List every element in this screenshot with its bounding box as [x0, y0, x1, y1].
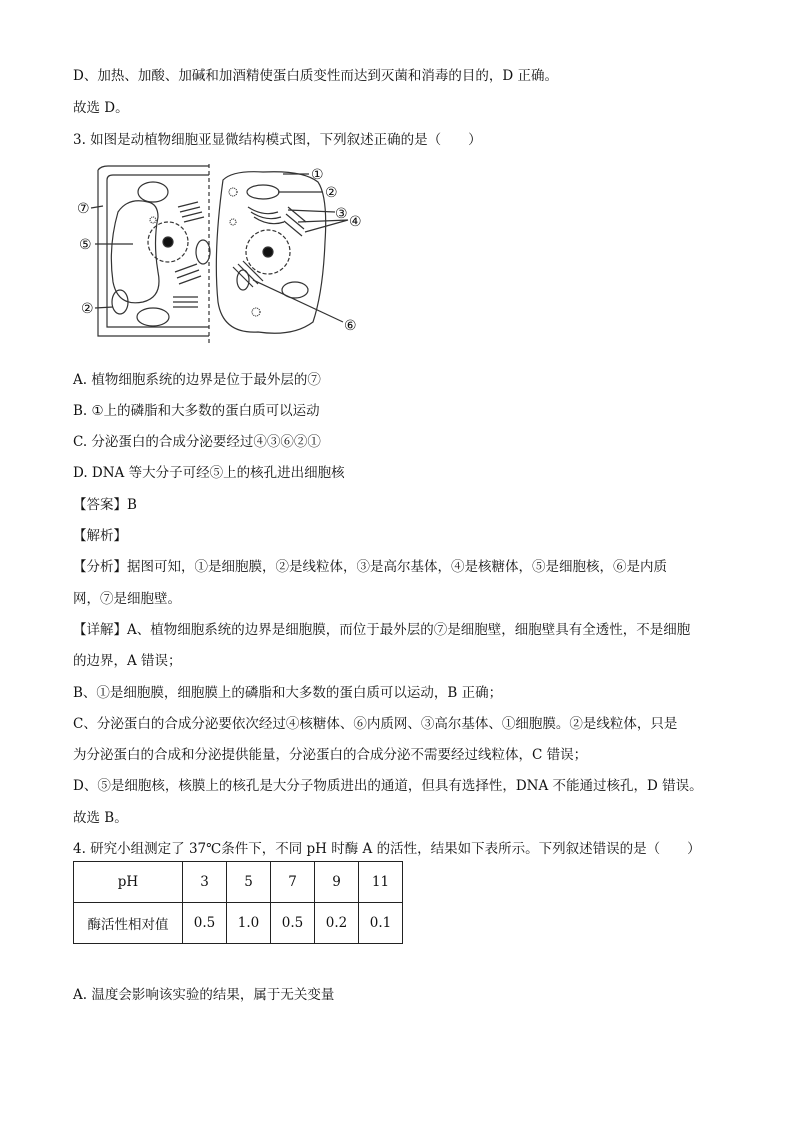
- table-cell: 5: [227, 862, 271, 903]
- question-4-option-a: A. 温度会影响该实验的结果，属于无关变量: [73, 987, 335, 1003]
- detail-text: 的边界，A 错误；: [73, 653, 182, 669]
- table-cell: 11: [359, 862, 403, 903]
- question-3: 3. 如图是动植物细胞亚显微结构模式图，下列叙述正确的是（ ）: [73, 132, 482, 148]
- option-b: B. ①上的磷脂和大多数的蛋白质可以运动: [73, 403, 320, 419]
- table-cell: 3: [183, 862, 227, 903]
- detail-text: D、⑤是细胞核，核膜上的核孔是大分子物质进出的通道，但具有选择性，DNA 不能通过核孔，D 错误。: [73, 778, 703, 794]
- table-cell: 酶活性相对值: [74, 903, 183, 944]
- cell-diagram: [73, 162, 363, 347]
- analysis-text: 【分析】据图可知，①是细胞膜，②是线粒体，③是高尔基体，④是核糖体，⑤是细胞核，⑥是内质: [73, 559, 667, 575]
- table-row: [74, 862, 403, 903]
- figure-label: ①: [311, 167, 324, 183]
- data-table: [73, 861, 403, 944]
- figure-label: ②: [81, 301, 94, 317]
- table-cell: 1.0: [227, 903, 271, 944]
- text-line: D、加热、加酸、加碱和加酒精使蛋白质变性而达到灭菌和消毒的目的，D 正确。: [73, 68, 558, 84]
- option-a: A. 植物细胞系统的边界是位于最外层的⑦: [73, 372, 321, 388]
- table-cell: 0.5: [183, 903, 227, 944]
- figure-label: ⑥: [344, 318, 357, 334]
- analysis-text: 网，⑦是细胞壁。: [73, 591, 181, 607]
- figure-label: ⑤: [79, 237, 92, 253]
- table-cell: 0.5: [271, 903, 315, 944]
- detail-text: B、①是细胞膜，细胞膜上的磷脂和大多数的蛋白质可以运动，B 正确；: [73, 685, 503, 701]
- table-cell: 0.1: [359, 903, 403, 944]
- detail-text: 【详解】A、植物细胞系统的边界是细胞膜，而位于最外层的⑦是细胞壁，细胞壁具有全透性，不是细胞: [73, 622, 691, 638]
- figure-label: ④: [349, 214, 362, 230]
- text-line: 故选 D。: [73, 100, 129, 116]
- table-cell: 7: [271, 862, 315, 903]
- figure-label: ③: [335, 206, 348, 222]
- question-4: 4. 研究小组测定了 37℃条件下，不同 pH 时酶 A 的活性，结果如下表所示。下列叙述错误的是（ ）: [73, 841, 701, 857]
- figure-label: ②: [325, 185, 338, 201]
- detail-text: 为分泌蛋白的合成和分泌提供能量，分泌蛋白的合成分泌不需要经过线粒体，C 错误；: [73, 747, 588, 763]
- option-d: D. DNA 等大分子可经⑤上的核孔进出细胞核: [73, 465, 345, 481]
- table-cell: 0.2: [315, 903, 359, 944]
- table-cell: pH: [74, 862, 183, 903]
- figure-label: ⑦: [77, 201, 90, 217]
- detail-text: 故选 B。: [73, 810, 128, 826]
- answer: 【答案】B: [73, 497, 137, 513]
- table-cell: 9: [315, 862, 359, 903]
- option-c: C. 分泌蛋白的合成分泌要经过④③⑥②①: [73, 434, 321, 450]
- analysis-heading: 【解析】: [73, 528, 127, 544]
- detail-text: C、分泌蛋白的合成分泌要依次经过④核糖体、⑥内质网、③高尔基体、①细胞膜。②是线粒体，只是: [73, 716, 678, 732]
- table-row: [74, 903, 403, 944]
